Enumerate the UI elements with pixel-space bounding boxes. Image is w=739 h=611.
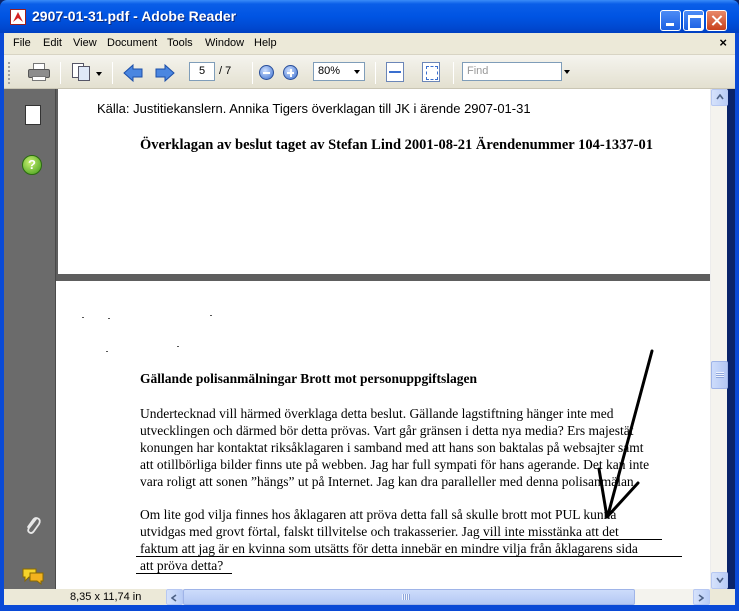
maximize-button[interactable]: [683, 10, 704, 31]
scan-speck: [210, 315, 212, 316]
toolbar-grip[interactable]: [8, 62, 11, 84]
find-options-chevron-icon[interactable]: [564, 70, 570, 74]
window-frame-right: [735, 33, 739, 611]
window-title: 2907-01-31.pdf - Adobe Reader: [32, 8, 237, 24]
menu-bar: [4, 33, 735, 55]
scan-speck: [106, 351, 108, 352]
handwritten-underline: [136, 556, 682, 557]
navigation-panel: [4, 89, 56, 602]
previous-page-button[interactable]: [122, 63, 144, 83]
text-line: Om lite god vilja finnes hos åklagaren att pröva detta fall så skulle brott mot PUL kunna: [140, 507, 617, 522]
menu-document[interactable]: Document: [107, 37, 158, 49]
chevron-down-icon[interactable]: [96, 72, 102, 76]
text-line: utvidgas med grovt förtal, falskt tillvitelse och trakasserier. Jag vill inte misstänka att det: [140, 524, 619, 539]
text-line: utvecklingen och därmed bör detta prövas. Vart går gränsen i detta nya media? Ers majestät: [140, 423, 634, 438]
printer-icon[interactable]: [28, 63, 50, 81]
scroll-down-button[interactable]: [711, 572, 728, 589]
scan-speck: [82, 317, 84, 318]
fit-page-button[interactable]: [422, 62, 440, 82]
toolbar-separator: [375, 62, 376, 84]
handwritten-underline: [480, 539, 662, 540]
pages-icon[interactable]: [25, 105, 41, 125]
scan-speck: [177, 346, 179, 347]
page-size-readout: 8,35 x 11,74 in: [70, 591, 142, 603]
minimize-button[interactable]: [660, 10, 681, 31]
resize-grip[interactable]: [727, 589, 735, 605]
handwritten-arrow-icon: [596, 347, 666, 527]
document-view[interactable]: [56, 89, 710, 589]
paperclip-icon[interactable]: [24, 514, 42, 538]
pdf-page: [56, 281, 710, 589]
toolbar-separator: [252, 62, 253, 84]
chevron-left-icon: [171, 594, 177, 602]
menu-view[interactable]: View: [73, 37, 97, 49]
section-heading: Gällande polisanmälningar Brott mot personuppgiftslagen: [140, 371, 478, 386]
window-frame-bottom: [0, 605, 739, 611]
text-line: att otillbörliga bilder finns ute på webben. Jag har full sympati för hans agerande. Det kan inte: [140, 457, 650, 472]
scroll-right-button[interactable]: [693, 589, 710, 605]
next-page-button[interactable]: [154, 63, 176, 83]
comments-icon[interactable]: [21, 567, 45, 585]
toolbar: [4, 55, 735, 89]
toolbar-separator: [112, 62, 113, 84]
menu-tools[interactable]: Tools: [167, 37, 193, 49]
handwritten-underline: [136, 573, 232, 574]
text-line: faktum att jag är en kvinna som utsätts för detta innebär en mindre vilja från åklagarens sida: [140, 541, 638, 556]
paragraph-request: [140, 506, 638, 574]
horizontal-scrollbar[interactable]: [166, 589, 710, 605]
scroll-left-button[interactable]: [166, 589, 183, 605]
scroll-up-button[interactable]: [711, 89, 728, 106]
zoom-value: 80%: [318, 65, 341, 77]
close-window-button[interactable]: [706, 10, 727, 31]
text-line: att pröva detta?: [140, 558, 224, 573]
arrow-right-icon: [154, 63, 176, 83]
menu-edit[interactable]: Edit: [43, 37, 62, 49]
underline-spacer: [136, 540, 196, 541]
close-document-icon[interactable]: ×: [719, 35, 727, 50]
appeal-heading: Överklagan av beslut taget av Stefan Lind 2001-08-21 Ärendenummer 104-1337-01: [140, 137, 653, 153]
arrow-left-icon: [122, 63, 144, 83]
find-input[interactable]: Find: [462, 62, 562, 81]
chevron-down-icon: [716, 577, 724, 583]
scan-speck: [108, 318, 110, 319]
page-number-input[interactable]: 5: [189, 62, 215, 81]
menu-help[interactable]: Help: [254, 37, 277, 49]
menu-window[interactable]: Window: [205, 37, 245, 49]
zoom-select[interactable]: [313, 62, 365, 81]
title-bar: [0, 0, 739, 33]
horizontal-scroll-thumb[interactable]: [183, 589, 635, 605]
adobe-pdf-icon: [10, 9, 26, 25]
text-line: vara roligt att sonen ”hängs” ut på Internet. Jag kan dra paralleller med denna polisanmälan.: [140, 474, 638, 489]
toolbar-separator: [60, 62, 61, 84]
chevron-up-icon: [716, 94, 724, 100]
text-line: Undertecknad vill härmed överklaga detta beslut. Gällande lagstiftning hänger inte med: [140, 406, 614, 421]
zoom-out-button[interactable]: [259, 65, 274, 80]
status-bar: [4, 589, 735, 605]
chevron-right-icon: [698, 594, 704, 602]
vertical-scrollbar[interactable]: [710, 89, 727, 589]
paragraph-appeal: [140, 405, 649, 490]
chevron-down-icon: [354, 70, 360, 74]
vertical-scroll-thumb[interactable]: [711, 361, 728, 389]
zoom-in-button[interactable]: [283, 65, 298, 80]
fit-width-button[interactable]: [386, 62, 404, 82]
page-total: / 7: [219, 65, 232, 77]
menu-file[interactable]: File: [13, 37, 31, 49]
source-line: Källa: Justitiekanslern. Annika Tigers överklagan till JK i ärende 2907-01-31: [97, 101, 531, 116]
help-icon[interactable]: ?: [22, 155, 42, 175]
text-line: konungen har kontaktat riksåklagaren i samband med att hans son baktalas på websajter samt: [140, 440, 644, 455]
organize-pages-icon[interactable]: [72, 63, 92, 81]
toolbar-separator: [453, 62, 454, 84]
pdf-page: [58, 89, 710, 274]
